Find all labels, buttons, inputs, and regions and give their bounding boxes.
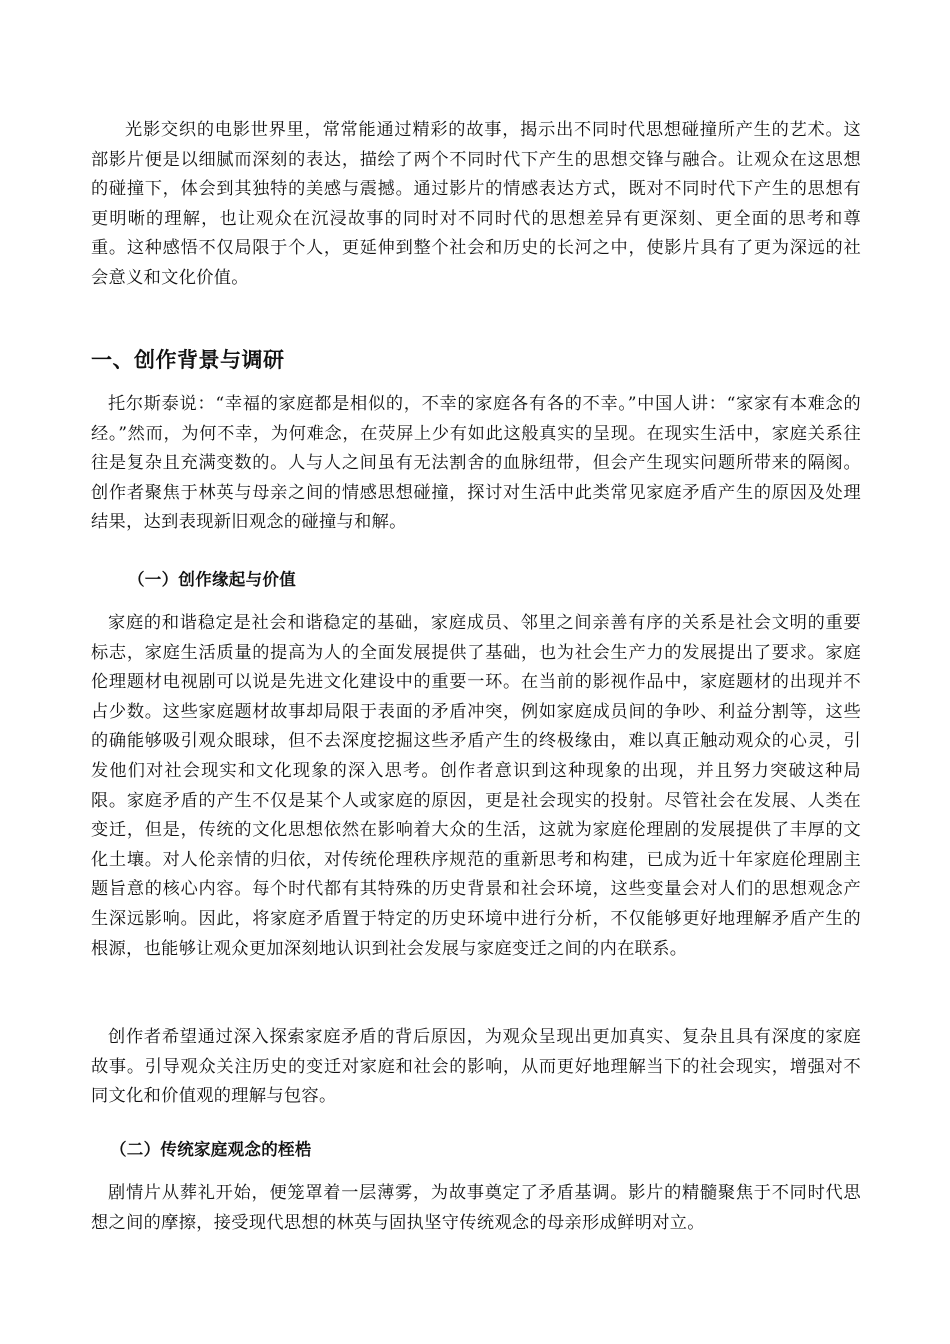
- origin-value-paragraph-1: 家庭的和谐稳定是社会和谐稳定的基础，家庭成员、邻里之间亲善有序的关系是社会文明的重要标志，家庭生活质量的提高为人的全面发展提供了基础，也为社会生产力的发展提出了要求。家庭伦理题材电视剧可以说是先进文化建设中的重要一环。在当前的影视作品中，家庭题材的出现并不占少数。这些家庭题材故事却局限于表面的矛盾冲突，例如家庭成员间的争吵、利益分割等，这些的确能够吸引观众眼球，但不去深度挖掘这些矛盾产生的终极缘由，难以真正触动观众的心灵，引发他们对社会现实和文化现象的深入思考。创作者意识到这种现象的出现，并且努力突破这种局限。家庭矛盾的产生不仅是某个人或家庭的原因，更是社会现实的投射。尽管社会在发展、人类在变迁，但是，传统的文化思想依然在影响着大众的生活，这就为家庭伦理剧的发展提供了丰厚的文化土壤。对人伦亲情的归依，对传统伦理秩序规范的重新思考和构建，已成为近十年家庭伦理剧主题旨意的核心内容。每个时代都有其特殊的历史背景和社会环境，这些变量会对人们的思想观念产生深远影响。因此，将家庭矛盾置于特定的历史环境中进行分析，不仅能够更好地理解矛盾产生的根源，也能够让观众更加深刻地认识到社会发展与家庭变迁之间的内在联系。: [91, 613, 861, 959]
- section-background-paragraph: 托尔斯泰说：“幸福的家庭都是相似的，不幸的家庭各有各的不幸。”中国人讲：“家家有本难念的经。”然而，为何不幸，为何难念，在荧屏上少有如此这般真实的呈现。在现实生活中，家庭关系往往是复杂且充满变数的。人与人之间虽有无法割舍的血脉纽带，但会产生现实问题所带来的隔阂。创作者聚焦于林英与母亲之间的情感思想碰撞，探讨对生活中此类常见家庭矛盾产生的原因及处理结果，达到表现新旧观念的碰撞与和解。: [91, 394, 861, 533]
- intro-paragraph: 光影交织的电影世界里，常常能通过精彩的故事，揭示出不同时代思想碰撞所产生的艺术。这部影片便是以细腻而深刻的表达，描绘了两个不同时代下产生的思想交锋与融合。让观众在这思想的碰撞下，体会到其独特的美感与震撼。通过影片的情感表达方式，既对不同时代下产生的思想有更明晰的理解，也让观众在沉浸故事的同时对不同时代的思想差异有更深刻、更全面的思考和尊重。这种感悟不仅局限于个人，更延伸到整个社会和历史的长河之中，使影片具有了更为深远的社会意义和文化价值。: [91, 120, 861, 288]
- origin-value-paragraph-2: 创作者希望通过深入探索家庭矛盾的背后原因，为观众呈现出更加真实、复杂且具有深度的家庭故事。引导观众关注历史的变迁对家庭和社会的影响，从而更好地理解当下的社会现实，增强对不同文化和价值观的理解与包容。: [91, 1027, 861, 1107]
- subsection-heading-origin-value: （一）创作缘起与价值: [128, 570, 296, 589]
- traditional-shackles-paragraph: 剧情片从葬礼开始，便笼罩着一层薄雾，为故事奠定了矛盾基调。影片的精髓聚焦于不同时代思想之间的摩擦，接受现代思想的林英与固执坚守传统观念的母亲形成鲜明对立。: [91, 1183, 861, 1233]
- subsection-heading-traditional-shackles: （二）传统家庭观念的桎梏: [110, 1140, 312, 1159]
- section-heading-creation-background: 一、创作背景与调研: [91, 348, 285, 372]
